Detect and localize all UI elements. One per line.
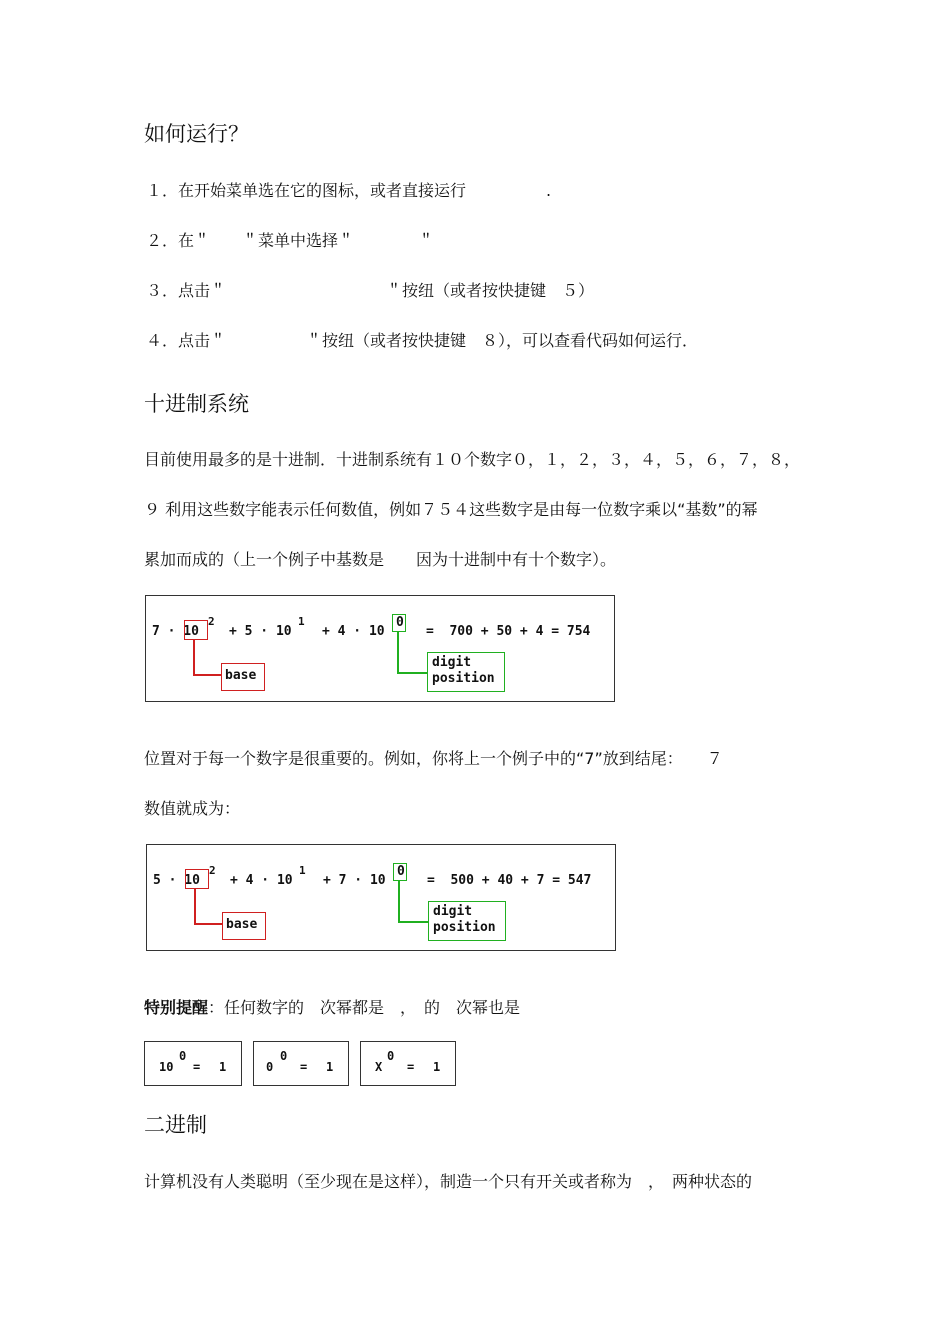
special-note (144, 995, 520, 1018)
mini-box-1-val: 1 (219, 1060, 227, 1074)
mini-box-2-eq: = (300, 1060, 308, 1074)
fig2-base-connector-v (194, 888, 196, 924)
run-step-1: １．在开始菜单选在它的图标，或者直接运行 . (146, 181, 552, 200)
fig2-base-connector-h (194, 923, 222, 925)
run-step-4: ４．点击＂ ＂按纽（或者按快捷键 ８），可以查看代码如何运行． (146, 331, 699, 350)
mini-box-1-eq: = (193, 1060, 201, 1074)
fig2-exp-3: 0 (397, 864, 405, 879)
fig1-exp-3: 0 (396, 615, 404, 630)
fig1-term-3: + 4 · 10 (322, 624, 385, 639)
decimal-para-line-2: ９ 利用这些数字能表示任何数值，例如７５４这些数字是由每一位数字乘以“基数”的幂 (144, 500, 758, 519)
binary-para: 计算机没有人类聪明（至少现在是这样），制造一个只有开关或者称为 ， 两种状态的 (144, 1172, 753, 1191)
fig1-base-highlight (184, 620, 208, 640)
fig2-digit-highlight (393, 863, 407, 881)
heading-how-to-run: 如何运行？ (144, 122, 249, 146)
mini-box-3-exp: 0 (387, 1049, 395, 1063)
mini-box-2-base: 0 (266, 1060, 274, 1074)
heading-binary: 二进制 (144, 1113, 207, 1137)
fig2-exp-1: 2 (209, 864, 216, 877)
fig2-term-2: + 4 · 10 (230, 873, 293, 888)
mini-box-2-val: 1 (326, 1060, 334, 1074)
decimal-para-line-3: 累加而成的（上一个例子中基数是 因为十进制中有十个数字）。 (144, 550, 617, 569)
fig1-term-1: 7 · 10 (152, 624, 199, 639)
fig2-base-label: base (226, 917, 258, 932)
mini-box-1-base: 10 (159, 1060, 174, 1074)
fig1-base-connector-h (193, 674, 221, 676)
fig2-digit-connector-v (398, 880, 400, 922)
fig1-digit-label-2: position (432, 671, 495, 686)
fig2-digit-label-1: digit (433, 904, 473, 919)
heading-decimal-system: 十进制系统 (144, 392, 249, 416)
fig2-term-1: 5 · 10 (153, 873, 200, 888)
fig1-exp-1: 2 (208, 615, 215, 628)
special-note-bold: 特别提醒 (144, 998, 209, 1017)
fig2-digit-label-2: position (433, 920, 496, 935)
mini-box-x-power-0 (360, 1041, 456, 1086)
fig1-term-2: + 5 · 10 (229, 624, 292, 639)
mini-box-2-exp: 0 (280, 1049, 288, 1063)
fig1-exp-2: 1 (298, 615, 305, 628)
fig1-base-label: base (225, 668, 257, 683)
fig1-digit-highlight (392, 614, 406, 632)
mini-box-1-exp: 0 (179, 1049, 187, 1063)
fig2-exp-2: 1 (299, 864, 306, 877)
fig2-result: = 500 + 40 + 7 = 547 (427, 873, 592, 888)
fig1-digit-label-1: digit (432, 655, 472, 670)
fig2-digit-connector-h (398, 921, 428, 923)
run-step-2: ２．在＂ ＂菜单中选择＂ ＂ (146, 231, 435, 250)
mini-box-0-power-0 (253, 1041, 349, 1086)
fig1-digit-connector-h (397, 672, 427, 674)
special-note-text: ：任何数字的 次幂都是 ， 的 次幂也是 (208, 998, 521, 1017)
figure-547-expansion (146, 844, 616, 951)
mini-box-3-eq: = (407, 1060, 415, 1074)
position-para-line-1: 位置对于每一个数字是很重要的。例如，你将上一个例子中的“7”放到结尾： ７ (144, 749, 723, 768)
fig1-digit-connector-v (397, 631, 399, 673)
position-para-line-2: 数值就成为： (144, 799, 241, 818)
run-step-3: ３．点击＂ ＂按纽（或者按快捷键 ５） (146, 281, 595, 300)
fig1-base-connector-v (193, 639, 195, 675)
mini-box-10-power-0 (144, 1041, 242, 1086)
decimal-para-line-1: 目前使用最多的是十进制．十进制系统有１０个数字０，１，２，３，４，５，６，７，８， (144, 450, 801, 469)
mini-box-3-val: 1 (433, 1060, 441, 1074)
mini-box-3-base: X (375, 1060, 383, 1074)
fig1-result: = 700 + 50 + 4 = 754 (426, 624, 591, 639)
fig2-base-highlight (185, 869, 209, 889)
fig2-term-3: + 7 · 10 (323, 873, 386, 888)
figure-754-expansion (145, 595, 615, 702)
